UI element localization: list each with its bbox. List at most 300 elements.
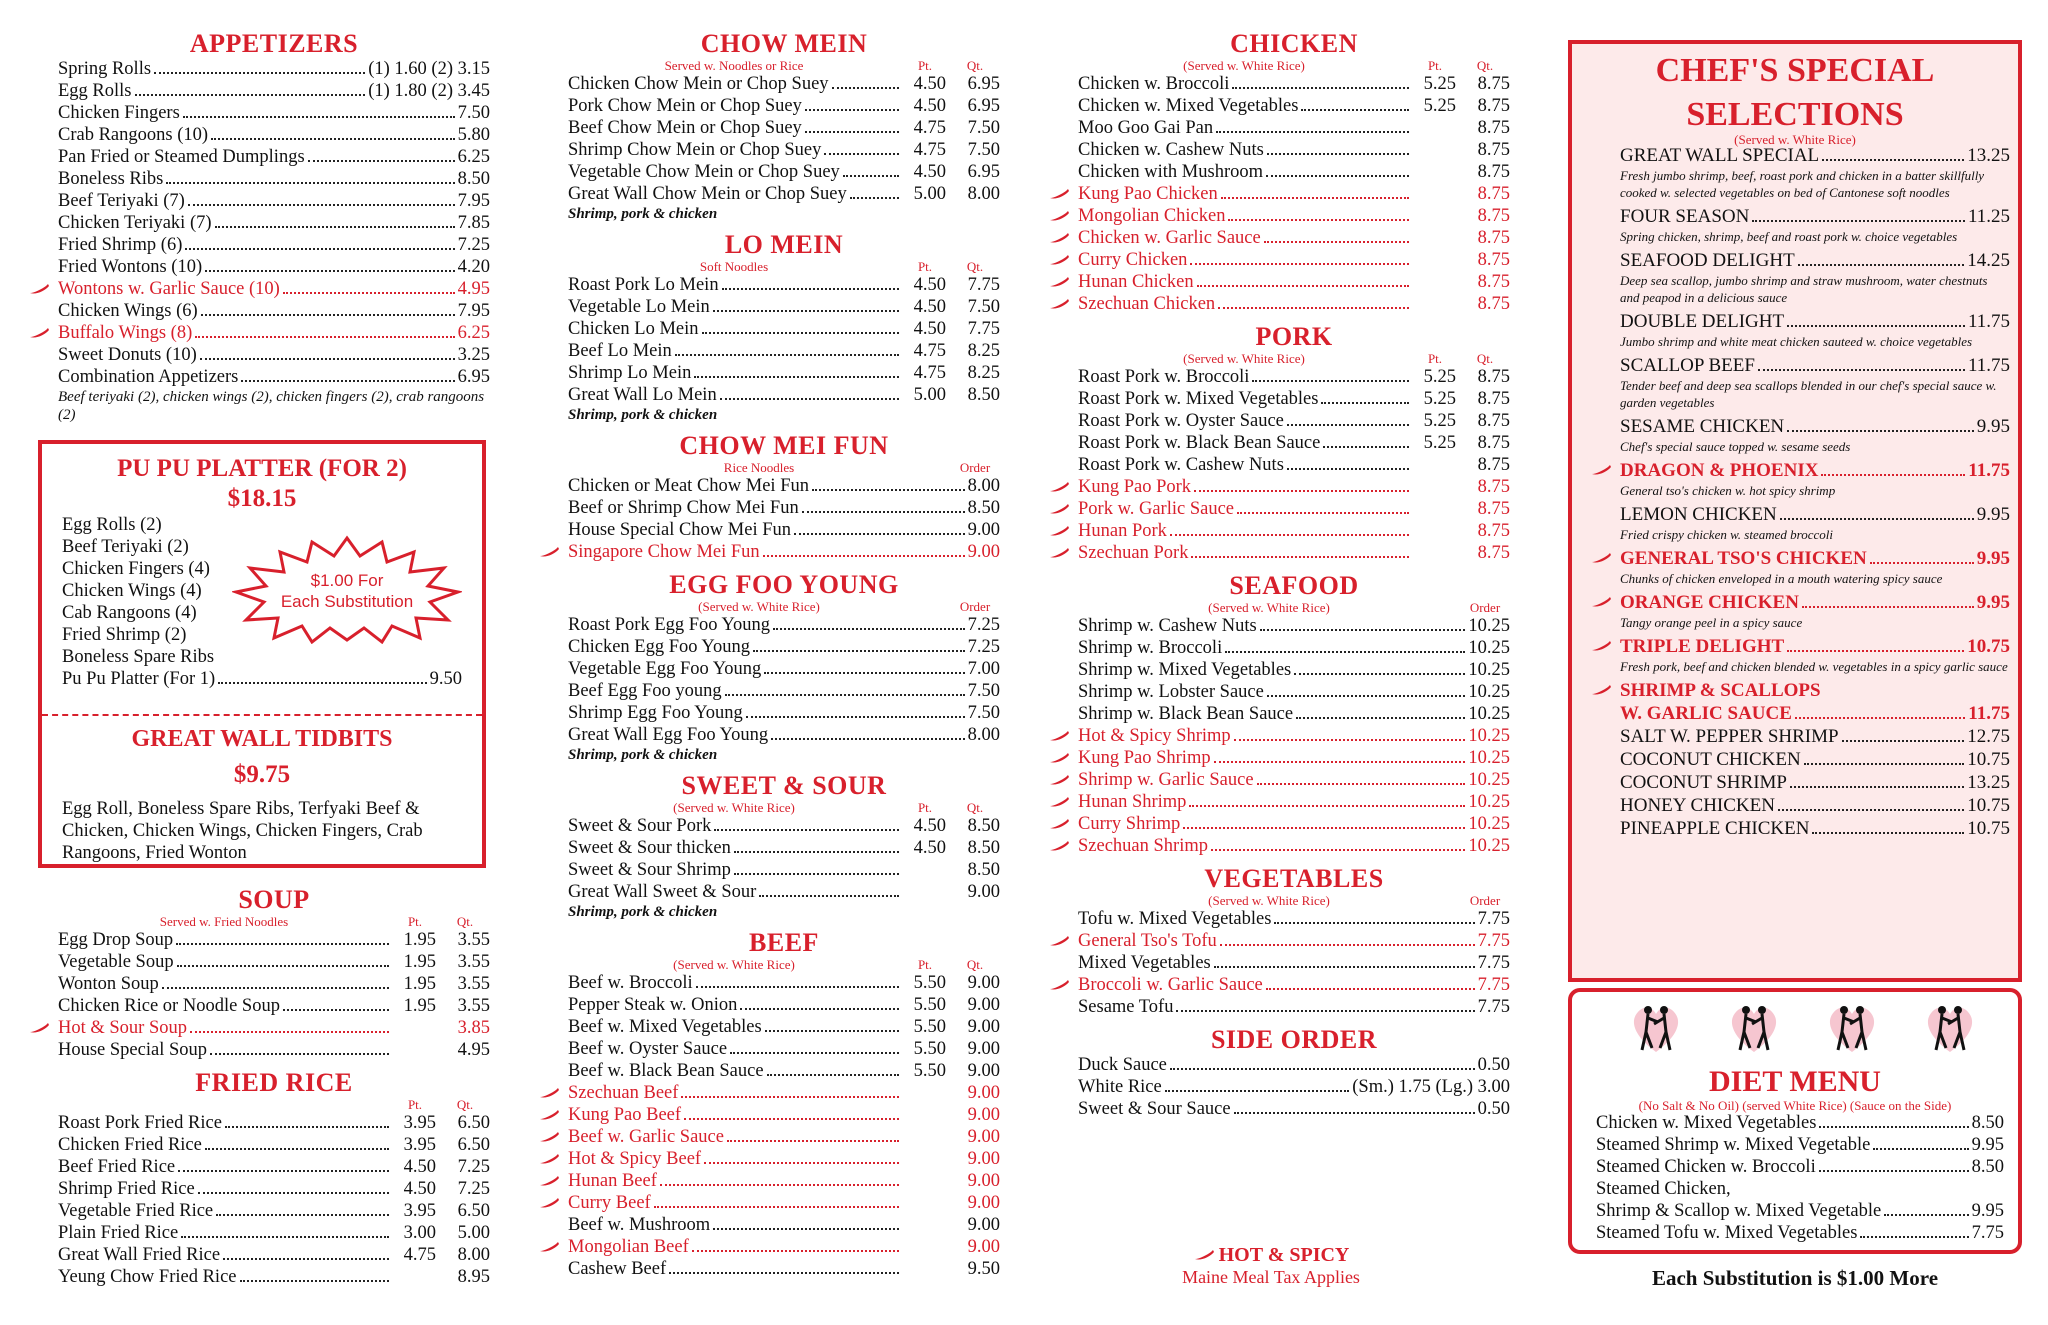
item-price-quart: 8.75 [1477,411,1510,431]
tidbits-contents: Egg Roll, Boneless Spare Ribs, Terfyaki Beef & Chicken, Chicken Wings, Chicken Fingers, Crab Rangoons, Fried Wonton [62,799,423,863]
chili-pepper-icon [538,1131,560,1143]
menu-item [568,384,1000,406]
item-price-pint: 5.25 [1423,96,1456,116]
leader-dots [1176,1010,1474,1012]
col-head-right: Order [1469,600,1501,615]
menu-item [568,972,1000,994]
menu-item [568,658,1000,680]
section-title: SIDE ORDER [1210,1025,1378,1054]
item-price: 6.95 [457,367,490,387]
item-price-quart: 9.00 [967,1061,1000,1081]
item-price-pint: 4.50 [913,838,946,858]
item-name: Sweet & Sour Shrimp [568,860,731,880]
menu-item [58,190,490,212]
leader-dots [1232,87,1409,89]
menu-item [568,702,1000,724]
menu-item [58,212,490,234]
section-subtitle: (Served w. White Rice) [1208,893,1330,908]
chef-item [1620,503,2010,526]
chili-pepper-icon [1048,774,1070,786]
leader-dots [1758,369,1965,371]
item-name: SHRIMP & SCALLOPS [1620,680,1821,701]
leader-dots [1822,159,1964,161]
item-name: Vegetable Lo Mein [568,297,710,317]
leader-dots [1190,263,1409,265]
col-head-pint: Pt. [917,800,933,815]
item-name: Sweet & Sour Sauce [1078,1099,1231,1119]
item-price-quart: 7.25 [457,1179,490,1199]
col-head-pint: Pt. [1427,351,1443,366]
menu-item [1078,1076,1510,1098]
item-price: 14.25 [1967,250,2010,271]
leader-dots [1267,153,1409,155]
item-name: Boneless Ribs [58,169,164,189]
item-description: Spring chicken, shrimp, beef and roast pork w. choice vegetables [1620,229,1958,244]
chef-title-line-2: SELECTIONS [1686,96,1904,133]
section-title: FRIED RICE [195,1068,353,1097]
section-subheader [58,1097,490,1112]
leader-dots [1216,131,1409,133]
diet-title: DIET MENU [1709,1065,1881,1098]
item-name: Hot & Spicy Beef [568,1149,702,1169]
leader-dots [200,358,455,360]
item-name: Vegetable Chow Mein or Chop Suey [568,162,840,182]
item-name: Chicken Fried Rice [58,1135,202,1155]
section-subheader [568,259,1000,274]
item-name: GREAT WALL SPECIAL [1620,145,1820,166]
menu-item [58,322,490,344]
section-subtitle: Soft Noodles [699,259,769,274]
item-price-pint: 5.50 [913,1061,946,1081]
item-price-quart: 8.50 [967,385,1000,405]
item-price-pint: 4.50 [403,1179,436,1199]
item-name: Shrimp w. Cashew Nuts [1078,616,1257,636]
item-name: Cashew Beef [568,1259,667,1279]
item-name: DOUBLE DELIGHT [1620,311,1785,332]
leader-dots [1191,556,1409,558]
leader-dots [704,1162,899,1164]
item-price: 7.95 [457,301,490,321]
item-price-pint: 5.00 [913,184,946,204]
chef-item [1620,547,2010,570]
leader-dots [1237,512,1409,514]
item-name: Combination Appetizers [58,367,239,387]
item-price: 10.25 [1468,638,1510,658]
chef-item [1620,415,2010,438]
item-name: Steamed Tofu w. Mixed Vegetables [1596,1223,1858,1243]
menu-item [58,278,490,300]
item-price: 7.85 [457,213,490,233]
item-price-quart: 8.75 [1477,118,1510,138]
leader-dots [681,1096,899,1098]
item-price-quart: 8.75 [1477,477,1510,497]
leader-dots [771,738,964,740]
leader-dots [1220,944,1475,946]
section-subheader [58,914,490,929]
leader-dots [1860,1236,1968,1238]
item-name: Beef w. Mushroom [568,1215,711,1235]
menu-item [58,80,490,102]
item-price-pint: 5.50 [913,1017,946,1037]
item-price-quart: 8.75 [1477,96,1510,116]
dancing-couple-icon [1624,998,1688,1058]
item-price: 10.25 [1468,814,1510,834]
item-name: Pepper Steak w. Onion [568,995,738,1015]
item-price-quart: 9.00 [967,1039,1000,1059]
item-price: 7.50 [457,103,490,123]
item-price: 0.50 [1477,1099,1510,1119]
leader-dots [1189,805,1465,807]
pupu-item: Cab Rangoons (4) [62,603,197,623]
col-head-pint: Pt. [407,914,423,929]
leader-dots [1287,468,1409,470]
item-price-pint: 1.95 [403,974,436,994]
item-price: 11.75 [1967,311,2010,332]
item-price: 13.25 [1967,145,2010,166]
section-seafood [1078,572,1510,857]
diet-item [1596,1112,2004,1134]
item-price-quart: 8.75 [1477,184,1510,204]
item-price-quart: 9.00 [967,1149,1000,1169]
chili-pepper-icon [1048,210,1070,222]
leader-dots [1884,1214,1968,1216]
item-price: 6.25 [457,147,490,167]
leader-dots [1821,474,1965,476]
menu-item [568,362,1000,384]
item-name: Chicken Lo Mein [568,319,699,339]
item-price-pint: 3.95 [403,1201,436,1221]
chili-pepper-icon [28,1022,50,1034]
legend [1108,1244,1434,1288]
item-name: Chicken Egg Foo Young [568,637,750,657]
item-name: Szechuan Shrimp [1078,836,1208,856]
item-name: Szechuan Beef [568,1083,679,1103]
leader-dots [730,1052,899,1054]
leader-dots [216,1214,389,1216]
menu-item [1078,725,1510,747]
menu-item [1078,791,1510,813]
section-title: SEAFOOD [1229,571,1359,600]
section-lo-mein [568,231,1000,424]
item-price-quart: 9.00 [967,1193,1000,1213]
item-price: 8.50 [457,169,490,189]
section-chicken [1078,30,1510,315]
item-name: Duck Sauce [1078,1055,1167,1075]
chef-item [1620,144,2010,167]
item-name: Wonton Soup [58,974,159,994]
item-price: 11.75 [1967,355,2010,376]
item-name: General Tso's Tofu [1078,931,1217,951]
chef-item [1620,205,2010,228]
chili-pepper-icon [538,1197,560,1209]
chili-pepper-icon [1048,547,1070,559]
item-price: 7.75 [1477,909,1510,929]
item-name: Crab Rangoons (10) [58,125,209,145]
item-price: (1) 1.60 (2) 3.15 [368,59,490,79]
item-price: 10.25 [1468,836,1510,856]
menu-item [58,366,490,388]
menu-item [1078,747,1510,769]
menu-item [1078,974,1510,996]
item-price: 7.75 [1477,953,1510,973]
item-price: 10.75 [1967,818,2010,839]
item-description: Chunks of chicken enveloped in a mouth watering spicy sauce [1620,571,1943,586]
menu-item [568,296,1000,318]
section-title: CHICKEN [1230,29,1358,58]
col-head-right: Order [1469,893,1501,908]
item-name: Chicken w. Broccoli [1078,74,1230,94]
item-price-quart: 8.75 [1477,389,1510,409]
section-note: Shrimp, pork & chicken [568,206,718,222]
chef-item [1620,748,2010,771]
burst-line-2: Each Substitution [280,592,414,611]
menu-item [1078,161,1510,183]
menu-item [58,102,490,124]
item-price: 7.25 [967,615,1000,635]
item-description: Tender beef and deep sea scallops blended in our chef's special sauce w. garden vegetables [1620,378,1997,410]
leader-dots [794,533,965,535]
burst-line-1: $1.00 For [310,571,384,590]
chili-pepper-icon [1048,840,1070,852]
item-price: 8.50 [967,498,1000,518]
chef-item [1620,771,2010,794]
section-note: Shrimp, pork & chicken [568,904,718,920]
leader-dots [824,153,899,155]
leader-dots [759,895,899,897]
item-price-pint: 1.95 [403,996,436,1016]
section-note: Beef teriyaki (2), chicken wings (2), chicken fingers (2), crab rangoons (2) [58,389,485,423]
menu-item [1078,249,1510,271]
menu-item [568,680,1000,702]
leader-dots [1218,307,1409,309]
leader-dots [1266,988,1475,990]
leader-dots [773,628,965,630]
leader-dots [675,354,899,356]
chili-pepper-icon [1048,752,1070,764]
item-price-quart: 3.85 [457,1018,490,1038]
chili-pepper-icon [1590,684,1612,696]
leader-dots [692,1250,899,1252]
chili-pepper-icon [538,1109,560,1121]
leader-dots [1301,109,1409,111]
menu-item [58,951,490,973]
item-price: (1) 1.80 (2) 3.45 [368,81,490,101]
chili-pepper-icon [28,283,50,295]
item-price: 10.25 [1468,616,1510,636]
section-side-order [1078,1026,1510,1120]
leader-dots [240,1280,390,1282]
item-name: Pork Chow Mein or Chop Suey [568,96,802,116]
item-name: Great Wall Sweet & Sour [568,882,757,902]
item-name: COCONUT CHICKEN [1620,749,1801,770]
item-price-quart: 3.55 [457,952,490,972]
menu-item [568,1104,1000,1126]
section-egg-foo-young [568,571,1000,764]
item-price-pint: 5.25 [1423,389,1456,409]
item-price-quart: 8.75 [1477,250,1510,270]
menu-item [1078,293,1510,315]
item-price-quart: 8.75 [1477,162,1510,182]
leader-dots [1260,629,1466,631]
item-price: 10.75 [1967,795,2010,816]
menu-item [1078,271,1510,293]
menu-item [568,1258,1000,1280]
item-price-quart: 7.25 [457,1157,490,1177]
item-name: Great Wall Egg Foo Young [568,725,769,745]
item-price-pint: 4.50 [913,816,946,836]
menu-item [58,1222,490,1244]
chefs-special-box [1568,40,2022,982]
menu-item [58,1178,490,1200]
item-price-pint: 4.50 [913,162,946,182]
item-price-quart: 7.50 [967,140,1000,160]
leader-dots [765,1030,899,1032]
chef-item [1620,249,2010,272]
leader-dots [166,182,454,184]
leader-dots [1842,740,1965,742]
menu-item [58,973,490,995]
item-name: House Special Chow Mei Fun [568,520,792,540]
section-title: PORK [1255,322,1333,351]
section-subheader [1078,351,1510,366]
item-price-quart: 3.55 [457,930,490,950]
item-description: Fresh jumbo shrimp, beef, roast pork and chicken in a batter skillfully cooked w. selected vegetables on bed of Cantonese soft noodles [1620,168,1985,200]
menu-item [1078,769,1510,791]
item-price: 9.00 [967,520,1000,540]
chili-pepper-icon [538,1153,560,1165]
item-price: 7.75 [1971,1223,2004,1243]
chef-item [1620,459,2010,482]
tax-notice: Maine Meal Tax Applies [1182,1267,1360,1287]
item-name: Beef w. Garlic Sauce [568,1127,724,1147]
leader-dots [1321,402,1409,404]
menu-item [568,475,1000,497]
chili-pepper-icon [1193,1249,1215,1261]
menu-item [1078,813,1510,835]
item-price: 10.25 [1468,770,1510,790]
leader-dots [1802,606,1974,608]
item-name: Egg Rolls [58,81,132,101]
item-name: Beef or Shrimp Chow Mei Fun [568,498,799,518]
item-name: Szechuan Pork [1078,543,1189,563]
col-head-right: Order [959,460,991,475]
leader-dots [805,131,899,133]
item-price: 9.95 [1971,1201,2004,1221]
chili-pepper-icon [1048,232,1070,244]
section-subtitle: Served w. Fried Noodles [159,914,289,929]
pupu-item: Chicken Fingers (4) [62,559,210,579]
pupu-price: $18.15 [227,485,297,512]
item-price-quart: 8.50 [967,816,1000,836]
dancing-couple-icon [1722,998,1786,1058]
item-name: Broccoli w. Garlic Sauce [1078,975,1263,995]
item-name: Pork w. Garlic Sauce [1078,499,1235,519]
leader-dots [181,1236,389,1238]
item-name: Vegetable Fried Rice [58,1201,214,1221]
menu-item [58,1039,490,1061]
item-name: Chicken or Meat Chow Mei Fun [568,476,809,496]
diet-item [1596,1222,2004,1244]
item-price: 0.50 [1477,1055,1510,1075]
leader-dots [1795,717,1965,719]
section-subtitle: (Served w. White Rice) [1208,600,1330,615]
item-name: Roast Pork Egg Foo Young [568,615,771,635]
item-name: Roast Pork w. Oyster Sauce [1078,411,1284,431]
menu-item [1078,1054,1510,1076]
leader-dots [734,873,899,875]
section-subheader [568,599,1000,614]
menu-item [58,1134,490,1156]
item-price: 5.80 [457,125,490,145]
leader-dots [1787,325,1965,327]
item-price-quart: 8.75 [1477,499,1510,519]
item-price-quart: 3.55 [457,996,490,1016]
menu-item [568,274,1000,296]
leader-dots [190,1031,389,1033]
item-name: Steamed Chicken w. Broccoli [1596,1157,1816,1177]
item-price: 3.25 [457,345,490,365]
item-name: SCALLOP BEEF [1620,355,1755,376]
menu-item [1078,183,1510,205]
item-price-quart: 7.50 [967,118,1000,138]
section-subheader [1078,600,1510,615]
section-title: LO MEIN [724,230,844,259]
item-price-quart: 8.50 [967,860,1000,880]
menu-item [568,837,1000,859]
leader-dots [241,380,454,382]
pupu-platter-box [38,440,486,868]
leader-dots [1214,966,1475,968]
pupu-item: Egg Rolls (2) [62,515,162,535]
menu-item [62,668,462,690]
item-name: Chicken Wings (6) [58,301,198,321]
menu-item [58,1017,490,1039]
chili-pepper-icon [538,1241,560,1253]
chili-pepper-icon [1048,276,1070,288]
item-price-quart: 6.50 [457,1135,490,1155]
chili-pepper-icon [538,1087,560,1099]
chef-title-line-1: CHEF'S SPECIAL [1655,52,1935,89]
item-price: 7.75 [1477,931,1510,951]
menu-item [58,124,490,146]
item-price-quart: 4.95 [457,1040,490,1060]
leader-dots [1170,534,1409,536]
menu-item [1078,835,1510,857]
menu-item [58,344,490,366]
pupu-title: PU PU PLATTER (FOR 2) [117,455,407,482]
item-price-quart: 9.00 [967,973,1000,993]
menu-item [568,614,1000,636]
leader-dots [714,829,899,831]
leader-dots [850,197,899,199]
item-name: Curry Chicken [1078,250,1188,270]
item-name: Moo Goo Gai Pan [1078,118,1214,138]
item-price-quart: 6.50 [457,1113,490,1133]
leader-dots [1183,827,1465,829]
item-price-pint: 4.50 [913,319,946,339]
item-name: Roast Pork Lo Mein [568,275,719,295]
chili-pepper-icon [1590,552,1612,564]
section-title: VEGETABLES [1204,864,1384,893]
menu-item [568,1170,1000,1192]
item-name: Curry Shrimp [1078,814,1181,834]
starburst-badge [232,534,462,644]
item-price-quart: 9.00 [967,1017,1000,1037]
section-beef [568,929,1000,1280]
item-name: Beef w. Oyster Sauce [568,1039,728,1059]
leader-dots [218,682,426,684]
chili-pepper-icon [1048,730,1070,742]
